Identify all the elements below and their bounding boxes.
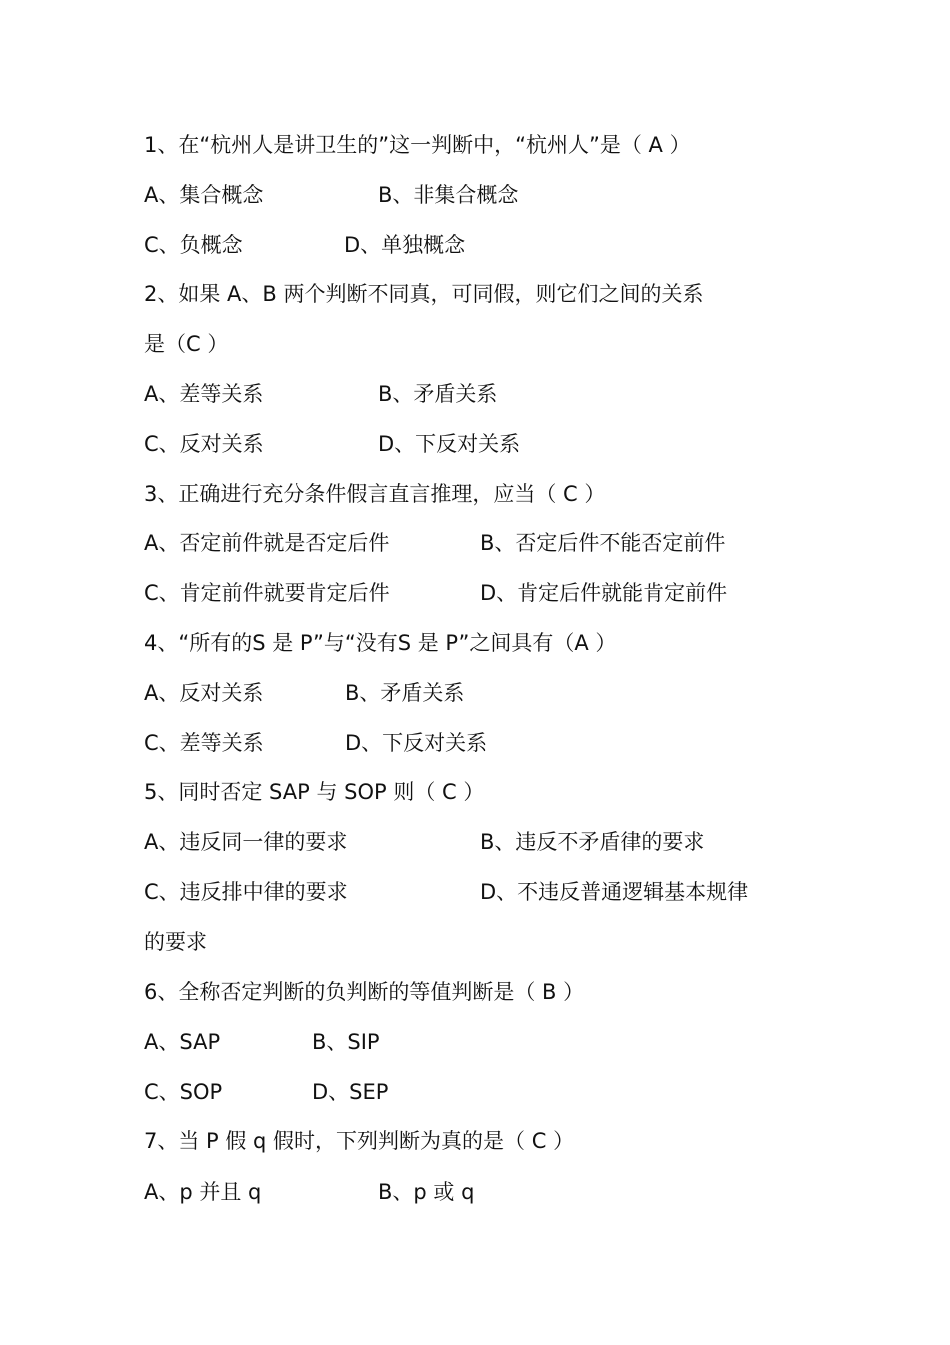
question-2-option-c: C、反对关系 bbox=[144, 432, 264, 456]
question-3-option-d: D、肯定后件就能肯定前件 bbox=[480, 581, 728, 605]
question-1-stem: 1、在“杭州人是讲卫生的”这一判断中，“杭州人”是（ A ） bbox=[144, 133, 691, 157]
question-2-stem-continued: 是（C ） bbox=[144, 332, 229, 356]
question-7-option-a: A、p 并且 q bbox=[144, 1180, 262, 1204]
question-3-option-a: A、否定前件就是否定后件 bbox=[144, 531, 390, 555]
question-6-option-b: B、SIP bbox=[312, 1030, 380, 1054]
question-4-option-b: B、矛盾关系 bbox=[345, 681, 465, 705]
question-6-stem: 6、全称否定判断的负判断的等值判断是（ B ） bbox=[144, 980, 585, 1004]
question-3-option-b: B、否定后件不能否定前件 bbox=[480, 531, 726, 555]
question-5-option-b: B、违反不矛盾律的要求 bbox=[480, 830, 705, 854]
question-2-stem: 2、如果 A、B 两个判断不同真，可同假，则它们之间的关系 bbox=[144, 282, 704, 306]
question-4-stem: 4、“所有的S 是 P”与“没有S 是 P”之间具有（A ） bbox=[144, 631, 617, 655]
question-1-option-b: B、非集合概念 bbox=[378, 183, 519, 207]
question-6-option-c: C、SOP bbox=[144, 1080, 223, 1104]
question-5-option-d-continued: 的要求 bbox=[144, 930, 207, 954]
question-6-option-d: D、SEP bbox=[312, 1080, 389, 1104]
question-2-option-b: B、矛盾关系 bbox=[378, 382, 498, 406]
question-5-option-a: A、违反同一律的要求 bbox=[144, 830, 348, 854]
question-5-stem: 5、同时否定 SAP 与 SOP 则（ C ） bbox=[144, 780, 485, 804]
question-7-stem: 7、当 P 假 q 假时，下列判断为真的是（ C ） bbox=[144, 1129, 575, 1153]
question-1-option-a: A、集合概念 bbox=[144, 183, 264, 207]
question-4-option-d: D、下反对关系 bbox=[345, 731, 488, 755]
question-5-option-d: D、不违反普通逻辑基本规律 bbox=[480, 880, 749, 904]
question-3-option-c: C、肯定前件就要肯定后件 bbox=[144, 581, 390, 605]
question-1-option-c: C、负概念 bbox=[144, 233, 243, 257]
question-3-stem: 3、正确进行充分条件假言直言推理，应当（ C ） bbox=[144, 482, 606, 506]
question-6-option-a: A、SAP bbox=[144, 1030, 221, 1054]
question-4-option-a: A、反对关系 bbox=[144, 681, 264, 705]
question-2-option-a: A、差等关系 bbox=[144, 382, 264, 406]
question-1-option-d: D、单独概念 bbox=[344, 233, 466, 257]
question-4-option-c: C、差等关系 bbox=[144, 731, 264, 755]
question-2-option-d: D、下反对关系 bbox=[378, 432, 521, 456]
question-5-option-c: C、违反排中律的要求 bbox=[144, 880, 348, 904]
question-7-option-b: B、p 或 q bbox=[378, 1180, 475, 1204]
